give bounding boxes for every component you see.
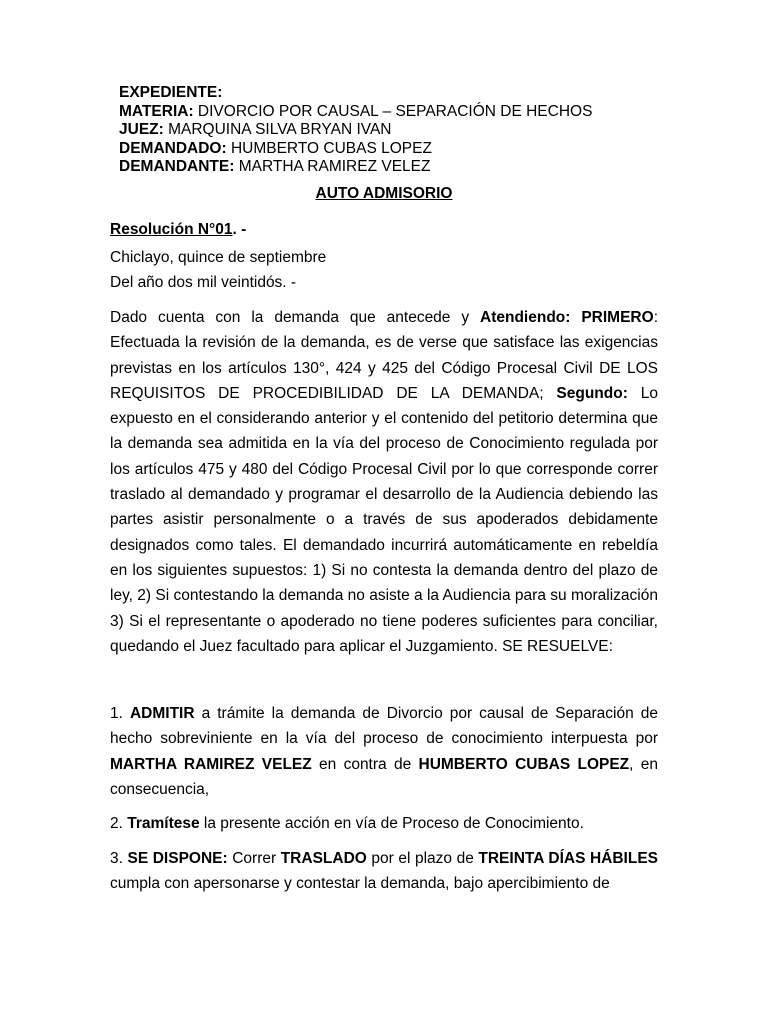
item1-number: 1. [110,705,130,722]
materia-value: DIVORCIO POR CAUSAL – SEPARACIÓN DE HECHOS [193,102,593,120]
place-date-line-1: Chiclayo, quince de septiembre [110,249,327,266]
header-materia [119,103,592,122]
header-expediente [119,84,592,103]
demandante-value: MARTHA RAMIREZ VELEZ [234,158,431,175]
para1-text-1: Dado cuenta con la demanda que antecede y [110,309,481,326]
item3-text-3: cumpla con apersonarse y contestar la demanda, bajo apercibimiento de [110,875,610,893]
para1-bold-2: Segundo: [556,384,628,402]
considerations-paragraph [110,305,658,659]
expediente-label: EXPEDIENTE: [119,84,223,101]
demandado-value: HUMBERTO CUBAS LOPEZ [226,139,432,157]
case-header [119,84,592,177]
resolution-item-1 [110,701,658,802]
item3-text-1: Correr [227,850,281,867]
demandante-label: DEMANDANTE: [119,158,235,175]
header-demandante [119,158,592,177]
item1-text-1: a trámite la demanda de Divorcio por causal de Separación de hecho sobreviniente en la vía del proceso de conocimiento interpuesta por [110,705,658,748]
item1-text-3: , en consecuencia, [110,755,659,798]
resolution-item-2 [110,811,658,836]
place-date [110,245,326,295]
resolution-suffix: . - [232,221,247,238]
demandado-label: DEMANDADO: [119,139,227,157]
resolution-item-3 [110,846,658,897]
header-demandado [119,140,592,159]
juez-label: JUEZ: [119,121,164,138]
para1-bold-1: Atendiendo: PRIMERO [480,309,654,326]
item2-number: 2. [110,815,128,832]
item3-text-2: por el plazo de [366,850,479,867]
item3-bold-1: SE DISPONE: [127,850,228,867]
item1-bold-3: HUMBERTO CUBAS LOPEZ [418,755,630,773]
para1-text-2: : Efectuada la revisión de la demanda, es de verse que satisface las exigencias previstas en los artículos 130°, 424 y 425 del Código Procesal Civil DE LOS REQUISITOS DE PROCEDIBILIDAD DE LA DEMANDA; [110,309,658,402]
item2-text-1: la presente acción en vía de Proceso de Conocimiento. [199,815,584,832]
juez-value: MARQUINA SILVA BRYAN IVAN [163,121,392,138]
para1-text-3: Lo expuesto en el considerando anterior y el contenido del petitorio determina que la demanda sea admitida en la vía del proceso de Conocimiento regulada por los artículos 475 y 480 del Código Procesal Civil por lo que corresponde correr traslado al demandado y programar el desarrollo de la Audiencia debiendo las partes asistir personalmente o a través de sus apoderados debidamente designados como tales. El demandado incurrirá automáticamente en rebeldía en los siguientes supuestos: 1) Si no contesta la demanda dentro del plazo de ley, 2) Si contestando la demanda no asiste a la Audiencia para su moralización 3) Si el representante o apoderado no tiene poderes suficientes para conciliar, quedando el Juez facultado para aplicar el Juzgamiento. SE RESUELVE: [110,384,658,655]
header-juez [119,121,592,140]
item1-text-2: en contra de [311,755,419,773]
document-title: AUTO ADMISORIO [315,185,453,202]
resolution-number [110,221,246,239]
item3-bold-3: TREINTA DÍAS HÁBILES [478,850,659,867]
place-date-line-2: Del año dos mil veintidós. - [110,274,297,291]
materia-label: MATERIA: [119,102,194,120]
item2-bold-1: Tramítese [127,815,200,832]
item1-bold-1: ADMITIR [129,705,195,722]
item1-bold-2: MARTHA RAMIREZ VELEZ [110,755,312,773]
resolution-label: Resolución N°01 [110,221,233,238]
item3-bold-2: TRASLADO [280,850,367,867]
item3-number: 3. [110,850,128,867]
